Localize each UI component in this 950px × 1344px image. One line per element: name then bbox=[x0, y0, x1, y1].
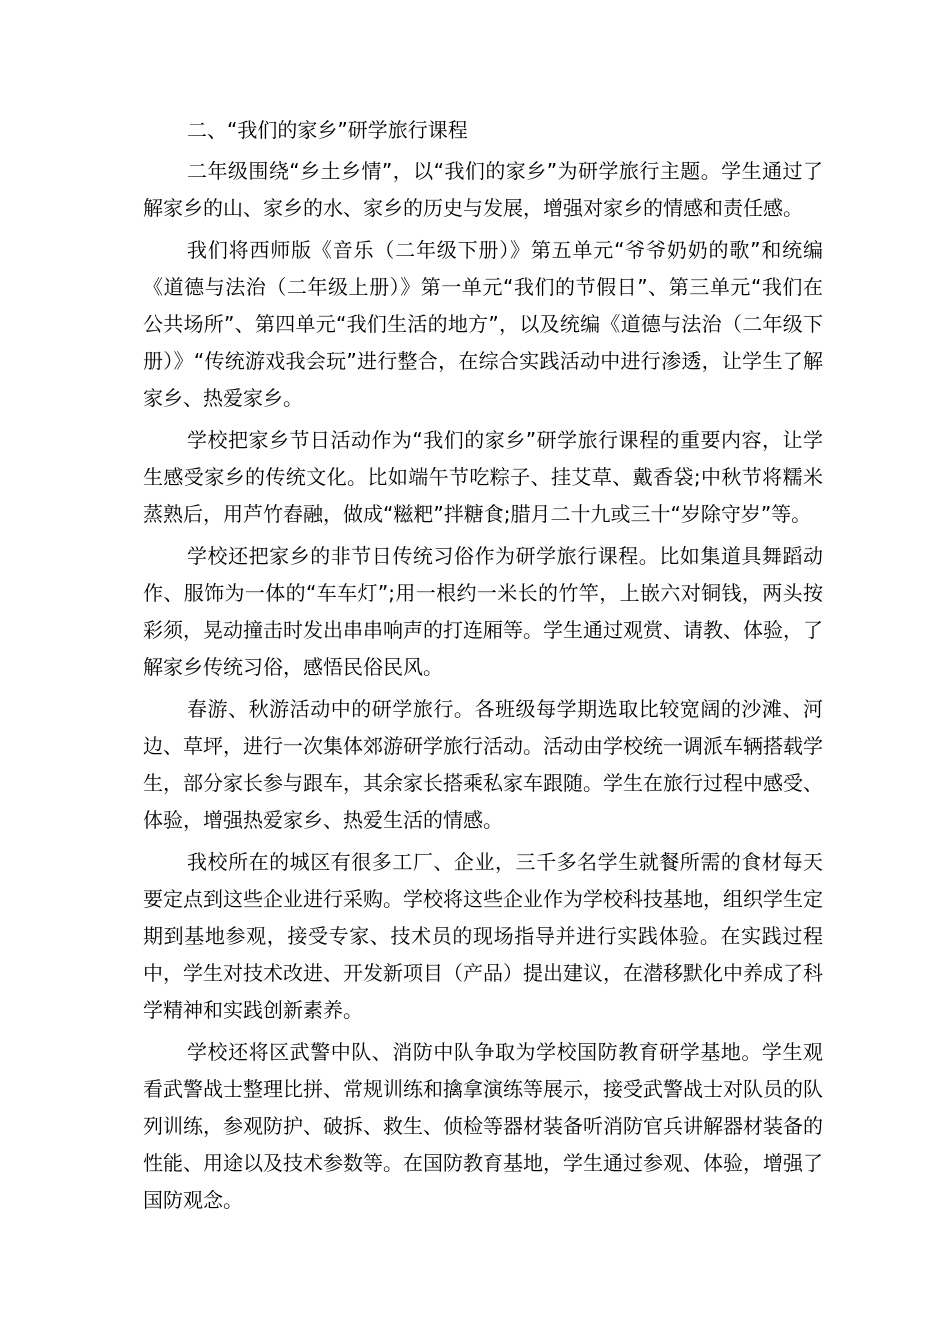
paragraph-festival-activities: 学校把家乡节日活动作为“我们的家乡”研学旅行课程的重要内容，让学生感受家乡的传统文化。比如端午节吃粽子、挂艾草、戴香袋;中秋节将糯米蒸熟后，用芦竹舂融，做成“糍粑”拌糖食;腊月二十九或三十“岁除守岁”等。 bbox=[143, 428, 823, 526]
paragraph-intro: 二年级围绕“乡土乡情”，以“我们的家乡”为研学旅行主题。学生通过了解家乡的山、家乡的水、家乡的历史与发展，增强对家乡的情感和责任感。 bbox=[143, 159, 823, 220]
section-heading: 二、“我们的家乡”研学旅行课程 bbox=[187, 118, 468, 142]
paragraph-spring-autumn-outings: 春游、秋游活动中的研学旅行。各班级每学期选取比较宽阔的沙滩、河边、草坪，进行一次集体郊游研学旅行活动。活动由学校统一调派车辆搭载学生，部分家长参与跟车，其余家长搭乘私家车跟随。学生在旅行过程中感受、体验，增强热爱家乡、热爱生活的情感。 bbox=[143, 697, 823, 832]
paragraph-defense-education: 学校还将区武警中队、消防中队争取为学校国防教育研学基地。学生观看武警战士整理比拼、常规训练和擒拿演练等展示，接受武警战士对队员的队列训练，参观防护、破拆、救生、侦检等器材装备听消防官兵讲解器材装备的性能、用途以及技术参数等。在国防教育基地，学生通过参观、体验，增强了国防观念。 bbox=[143, 1040, 823, 1212]
paragraph-science-bases: 我校所在的城区有很多工厂、企业，三千多名学生就餐所需的食材每天要定点到这些企业进行采购。学校将这些企业作为学校科技基地，组织学生定期到基地参观，接受专家、技术员的现场指导并进行实践体验。在实践过程中，学生对技术改进、开发新项目（产品）提出建议，在潜移默化中养成了科学精神和实践创新素养。 bbox=[143, 850, 823, 1022]
paragraph-traditional-customs: 学校还把家乡的非节日传统习俗作为研学旅行课程。比如集道具舞蹈动作、服饰为一体的“车车灯”;用一根约一米长的竹竿，上嵌六对铜钱，两头按彩须，晃动撞击时发出串串响声的打连厢等。学生通过观赏、请教、体验，了解家乡传统习俗，感悟民俗民风。 bbox=[143, 544, 823, 679]
paragraph-curriculum-integration: 我们将西师版《音乐（二年级下册）》第五单元“爷爷奶奶的歌”和统编《道德与法治（二年级上册）》第一单元“我们的节假日”、第三单元“我们在公共场所”、第四单元“我们生活的地方”，以及统编《道德与法治（二年级下册）》“传统游戏我会玩”进行整合，在综合实践活动中进行渗透，让学生了解家乡、热爱家乡。 bbox=[143, 238, 823, 410]
document-body bbox=[143, 112, 823, 1219]
